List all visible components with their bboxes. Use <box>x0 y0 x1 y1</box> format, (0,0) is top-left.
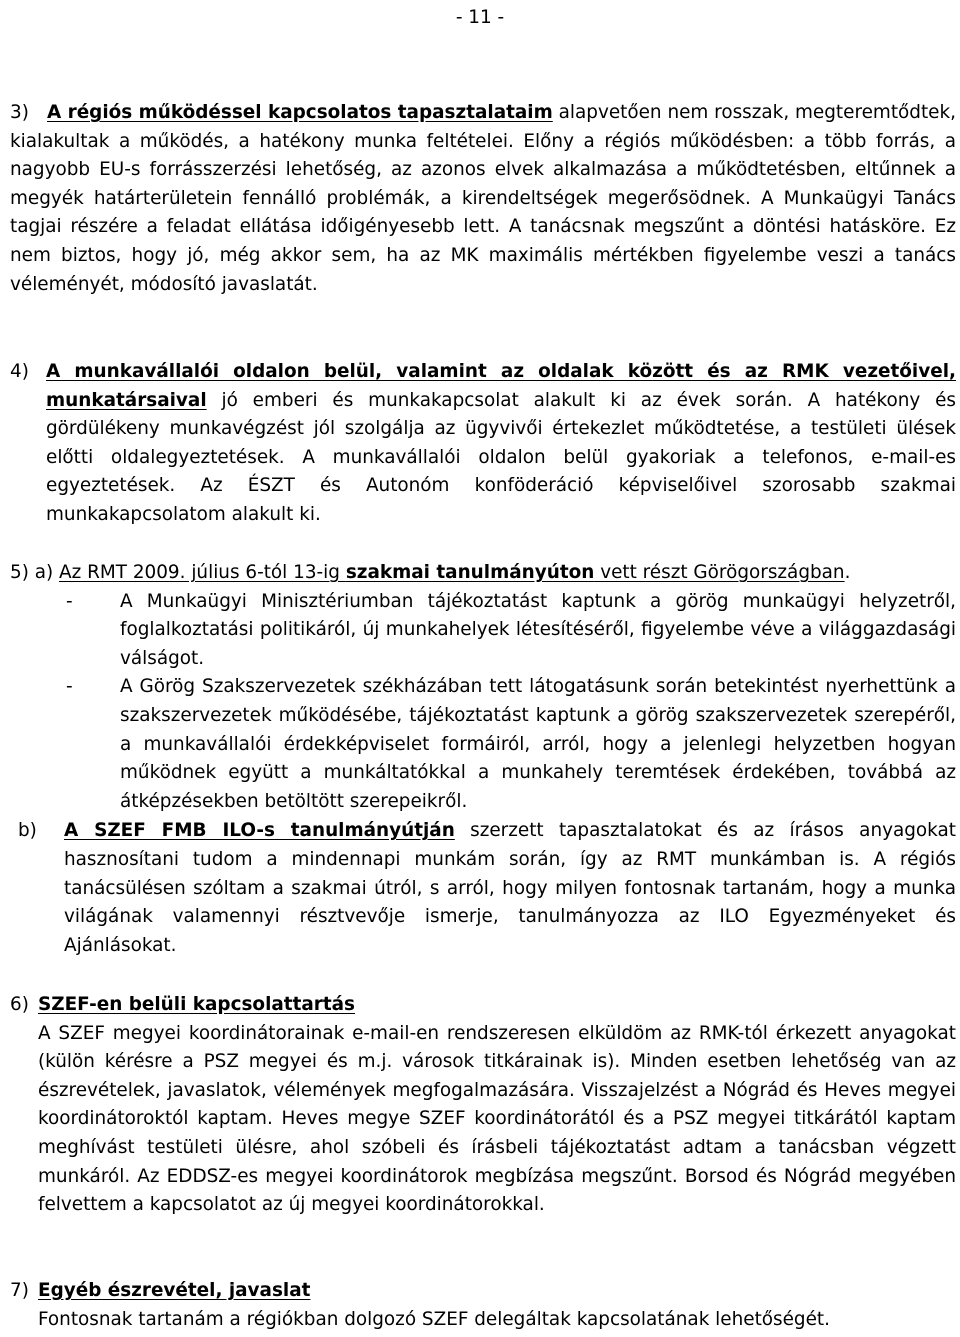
section-5b-title: A SZEF FMB ILO-s tanulmányútján <box>64 820 455 842</box>
bullet-text: A Görög Szakszervezetek székházában tett látogatásunk során betekintést nyerhettünk a szakszervezetek működésébe, tájékoztatást kaptunk a görög szakszervezetek szerepéről, a munkavállalói érdekképviselet formáiról, arról, hogy a jelenlegi helyzetben hogyan működnek együtt a munkáltatókkal a munkahely teremtések érdekében, továbbá az átképzésekben betöltött szerepeikről. <box>120 676 956 812</box>
section-4-heading <box>10 358 956 530</box>
section-3-paragraph <box>10 99 956 299</box>
section-7-title: Egyéb észrevétel, javaslat <box>38 1280 311 1301</box>
section-6-heading <box>10 991 956 1020</box>
list-item <box>10 588 956 674</box>
section-4-number: 4) <box>10 361 29 382</box>
section-5a-heading <box>10 559 956 588</box>
section-4-paragraph <box>38 358 956 530</box>
page-number: - 11 - <box>455 7 505 28</box>
section-4-title: A munkavállalói oldalon belül, valamint az oldalak között és az RMK vezetőivel, munkatársaival <box>46 361 956 411</box>
section-7-body: Fontosnak tartanám a régiókban dolgozó SZEF delegáltak kapcsolatának lehetőségét. <box>38 1308 830 1330</box>
section-7-heading <box>10 1277 956 1306</box>
section-5b <box>10 817 956 960</box>
section-4-text: jó emberi és munkakapcsolat alakult ki az évek során. A hatékony és gördülékeny munkavégzést jól szolgálja az ügyvivői értekezlet működtetése, a testületi ülések előtti oldalegyeztetések. A munkavállalói oldalon belül gyakoriak a telefonos, e-mail-es egyeztetések. Az ÉSZT és Autonóm konföderáció képviselőivel szorosabb szakmai munkakapcsolatom alakult ki. <box>46 389 956 525</box>
section-6-number: 6) <box>10 994 29 1015</box>
section-5 <box>10 559 956 960</box>
list-item <box>10 673 956 816</box>
bullet-dash: - <box>66 590 73 612</box>
section-5b-number: b) <box>18 820 37 842</box>
bullet-dash: - <box>66 676 73 698</box>
section-5a-period: . <box>844 562 851 583</box>
section-3-title: A régiós működéssel kapcsolatos tapasztalataim <box>47 102 553 123</box>
section-5a-number: 5) a) <box>10 562 60 583</box>
section-7-number: 7) <box>10 1280 29 1301</box>
section-7 <box>10 1277 956 1334</box>
section-3-text: alapvetően nem rosszak, megteremtődtek, kialakultak a működés, a hatékony munka feltételei. Előny a régiós működésben: a több forrás, a nagyobb EU-s forrásszerzési lehetőség, az azonos elvek alkalmazása a működtetésben, eltűnnek a megyék határterületein fennálló problémák, a kirendeltségek megerősödnek. A Munkaügyi Tanács tagjai részére a feladat ellátása időigényesebb lett. A tanácsnak megszűnt a döntési hatásköre. Ez nem biztos, hogy jó, még akkor sem, ha az MK maximális mértékben figyelembe veszi a tanács véleményét, módosító javaslatát. <box>10 102 956 295</box>
section-5b-paragraph <box>64 817 956 960</box>
section-6-body: A SZEF megyei koordinátorainak e-mail-en rendszeresen elküldöm az RMK-tól érkezett anyagokat (külön kérésre a PSZ megyei és m.j. városok titkárainak is). Minden esetben lehetőség van az észrevételek, javaslatok, vélemények megfogalmazására. Visszajelzést a Nógrád és Heves megyei koordinátoroktól kaptam. Heves megye SZEF koordinátorától és a PSZ megyei titkárától kaptam meghívást testületi ülésre, ahol szóbeli és írásbeli tájékoztatást adtam a tanácsban végzett munkáról. Az EDDSZ-es megyei koordinátorok megbízása megszűnt. Borsod és Nógrád megyében felvettem a kapcsolatot az új megyei koordinátorokkal. <box>38 1022 956 1216</box>
section-3 <box>10 99 956 299</box>
section-6-title: SZEF-en belüli kapcsolattartás <box>38 994 355 1015</box>
section-5b-text: szerzett tapasztalatokat és az írásos anyagokat hasznosítani tudom a mindennapi munkám során, így az RMT munkámban is. A régiós tanácsülésen szóltam a szakmai útról, s arról, hogy milyen fontosnak tartanám, hogy a munka világának valamennyi résztvevője ismerje, tanulmányozza az ILO Egyezményeket és Ajánlásokat. <box>64 820 956 956</box>
section-5a-bold: szakmai tanulmányúton <box>345 562 595 583</box>
section-6 <box>10 991 956 1220</box>
section-5a-location: vett részt Görögországban <box>594 562 845 583</box>
section-3-number: 3) <box>10 102 29 123</box>
section-4 <box>10 358 956 530</box>
section-5a-intro: Az RMT 2009. július 6-tól 13-ig <box>59 562 346 583</box>
bullet-text: A Munkaügyi Minisztériumban tájékoztatást kaptunk a görög munkaügyi helyzetről, foglalkoztatási politikáról, új munkahelyek létesítéséről, figyelembe véve a világgazdasági válságot. <box>120 590 956 669</box>
